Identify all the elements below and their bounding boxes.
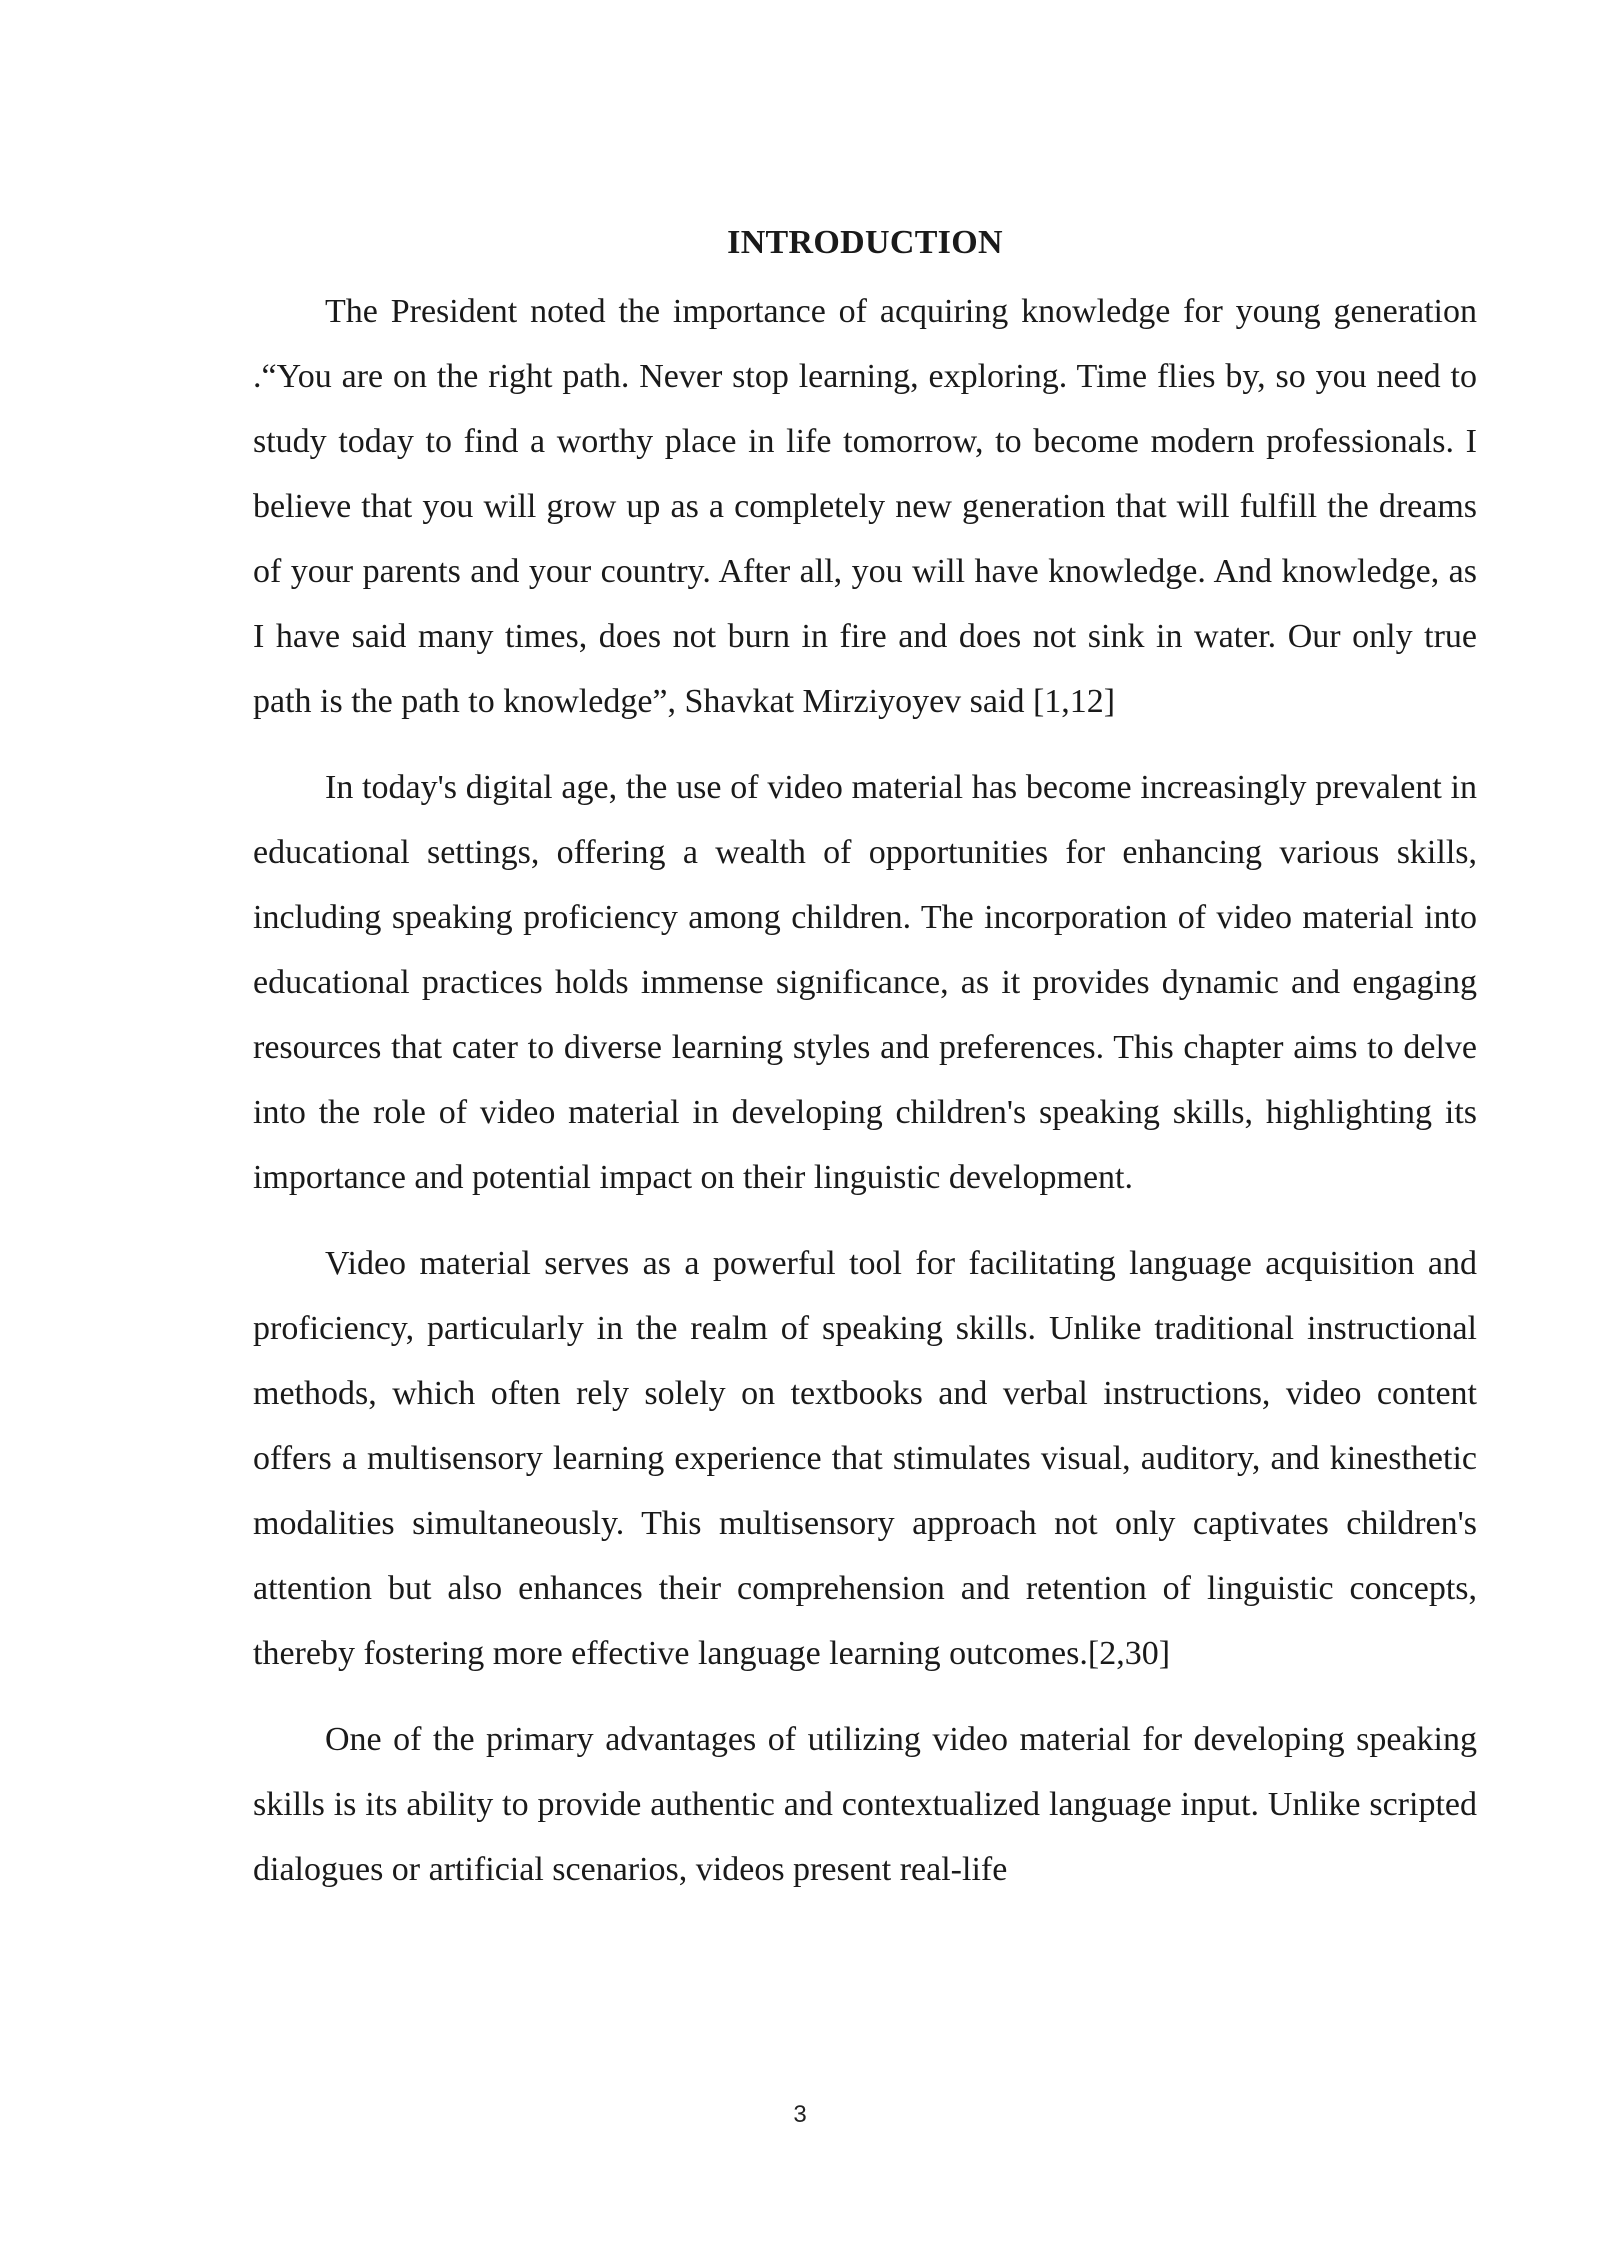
page-body	[253, 218, 1477, 1902]
paragraph-video-tool: Video material serves as a powerful tool for facilitating language acquisition and proficiency, particularly in the realm of speaking skills. Unlike traditional instructional methods, which often rely solely on textbooks and verbal instructions, video content offers a multisensory learning experience that stimulates visual, auditory, and kinesthetic modalities simultaneously. This multisensory approach not only captivates children's attention but also enhances their comprehension and retention of linguistic concepts, thereby fostering more effective language learning outcomes.[2,30]	[253, 1245, 1477, 1672]
paragraph-president-quote: The President noted the importance of acquiring knowledge for young generation .“You are on the right path. Never stop learning, exploring. Time flies by, so you need to study today to find a worthy place in life tomorrow, to become modern professionals. I believe that you will grow up as a completely new generation that will fulfill the dreams of your parents and your country. After all, you will have knowledge. And knowledge, as I have said many times, does not burn in fire and does not sink in water. Our only true path is the path to knowledge”, Shavkat Mirziyoyev said [1,12]	[253, 293, 1477, 720]
paragraph-authentic-input: One of the primary advantages of utilizing video material for developing speaking skills is its ability to provide authentic and contextualized language input. Unlike scripted dialogues or artificial scenarios, videos present real-life	[253, 1721, 1477, 1888]
page-title: INTRODUCTION	[727, 224, 1003, 261]
paragraph-digital-age: In today's digital age, the use of video material has become increasingly prevalent in educational settings, offering a wealth of opportunities for enhancing various skills, including speaking proficiency among children. The incorporation of video material into educational practices holds immense significance, as it provides dynamic and engaging resources that cater to diverse learning styles and preferences. This chapter aims to delve into the role of video material in developing children's speaking skills, highlighting its importance and potential impact on their linguistic development.	[253, 769, 1477, 1196]
page-number: 3	[793, 2101, 807, 2128]
